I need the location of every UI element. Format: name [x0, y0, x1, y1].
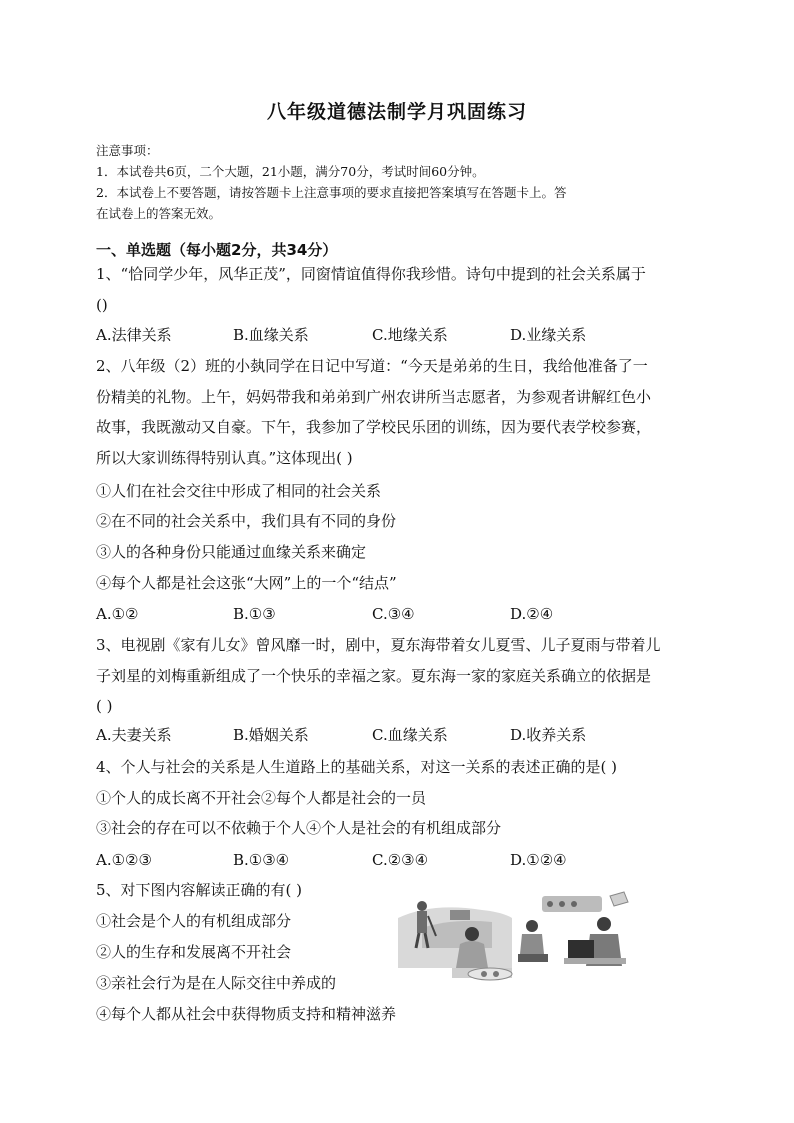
q4-statement-2: ③社会的存在可以不依赖于个人④个人是社会的有机组成部分 — [96, 819, 502, 837]
q4-option-b: B.①③④ — [233, 851, 290, 869]
q3-option-b: B.婚姻关系 — [233, 726, 309, 744]
question-2-stem — [96, 351, 706, 473]
q3-option-a: A.夫妻关系 — [96, 726, 172, 744]
page-title: 八年级道德法制学月巩固练习 — [266, 101, 527, 123]
q2-statement-1: ①人们在社会交往中形成了相同的社会关系 — [96, 482, 382, 500]
illustration-people-society-icon — [392, 888, 640, 986]
question-2-line-4: 所以大家训练得特别认真。”这体现出( ) — [96, 448, 353, 467]
q1-option-b: B.血缘关系 — [233, 326, 309, 344]
q2-option-d: D.②④ — [510, 605, 554, 623]
q4-option-d: D.①②④ — [510, 851, 567, 869]
q5-statement-2: ②人的生存和发展离不开社会 — [96, 943, 292, 961]
q5-statement-4: ④每个人都从社会中获得物质支持和精神滋养 — [96, 1005, 397, 1023]
question-1-stem — [96, 259, 706, 320]
q2-statement-4: ④每个人都是社会这张“大网”上的一个“结点” — [96, 574, 397, 592]
q2-option-a: A.①② — [96, 605, 139, 623]
notice-item-2b: 在试卷上的答案无效。 — [96, 206, 222, 221]
q2-option-c: C.③④ — [372, 605, 415, 623]
question-2-line-2: 份精美的礼物。上午，妈妈带我和弟弟到广州农讲所当志愿者，为参观者讲解红色小 — [96, 387, 652, 406]
q5-statement-1: ①社会是个人的有机组成部分 — [96, 912, 292, 930]
question-4-options — [96, 850, 706, 870]
question-2-line-1: 2、八年级（2）班的小埶同学在日记中写道：“今天是弟弟的生日，我给他准备了一 — [96, 357, 648, 375]
notice-block — [96, 140, 706, 224]
q4-option-c: C.②③④ — [372, 851, 429, 869]
question-3-stem — [96, 630, 706, 722]
q4-option-a: A.①②③ — [96, 851, 152, 869]
question-2-line-3: 故事，我既激动又自豪。下午，我参加了学校民乐团的训练，因为要代表学校参赛， — [96, 418, 652, 436]
q1-option-d: D.业缘关系 — [510, 326, 587, 344]
question-3-line-1: 3、电视剧《家有儿女》曾风靡一时，剧中，夏东海带着女儿夏雪、儿子夏雨与带着儿 — [96, 636, 661, 654]
notice-item-2a: 2．本试卷上不要答题，请按答题卡上注意事项的要求直接把答案填写在答题卡上。答 — [96, 185, 567, 200]
q1-option-a: A.法律关系 — [96, 326, 172, 344]
question-3-line-3: ( ) — [96, 697, 113, 715]
q2-statement-2: ②在不同的社会关系中，我们具有不同的身份 — [96, 512, 397, 530]
notice-item-1: 1．本试卷共6页，二个大题，21小题，满分70分，考试时间60分钟。 — [96, 164, 485, 179]
notice-heading: 注意事项： — [96, 143, 159, 158]
question-3-line-2: 子刘星的刘梅重新组成了一个快乐的幸福之家。夏东海一家的家庭关系确立的依据是 — [96, 666, 652, 685]
q1-option-c: C.地缘关系 — [372, 326, 448, 344]
question-1-line-2: () — [96, 295, 108, 314]
question-1-line-1: 1、“恰同学少年，风华正茂”，同窗情谊值得你我珍惜。诗句中提到的社会关系属于 — [96, 265, 646, 283]
question-3-options — [96, 725, 706, 745]
q5-statement-3: ③亲社会行为是在人际交往中养成的 — [96, 974, 337, 992]
question-5-stem: 5、对下图内容解读正确的有( ) — [96, 881, 303, 899]
question-4-stem: 4、个人与社会的关系是人生道路上的基础关系，对这一关系的表述正确的是( ) — [96, 758, 618, 776]
section-heading: 一、单选题（每小题2分，共34分） — [96, 241, 338, 259]
question-1-options — [96, 325, 706, 345]
q2-statement-3: ③人的各种身份只能通过血缘关系来确定 — [96, 543, 367, 561]
q3-option-d: D.收养关系 — [510, 726, 587, 744]
q2-option-b: B.①③ — [233, 605, 276, 623]
q3-option-c: C.血缘关系 — [372, 726, 448, 744]
question-2-options — [96, 604, 706, 624]
q4-statement-1: ①个人的成长离不开社会②每个人都是社会的一员 — [96, 789, 427, 807]
